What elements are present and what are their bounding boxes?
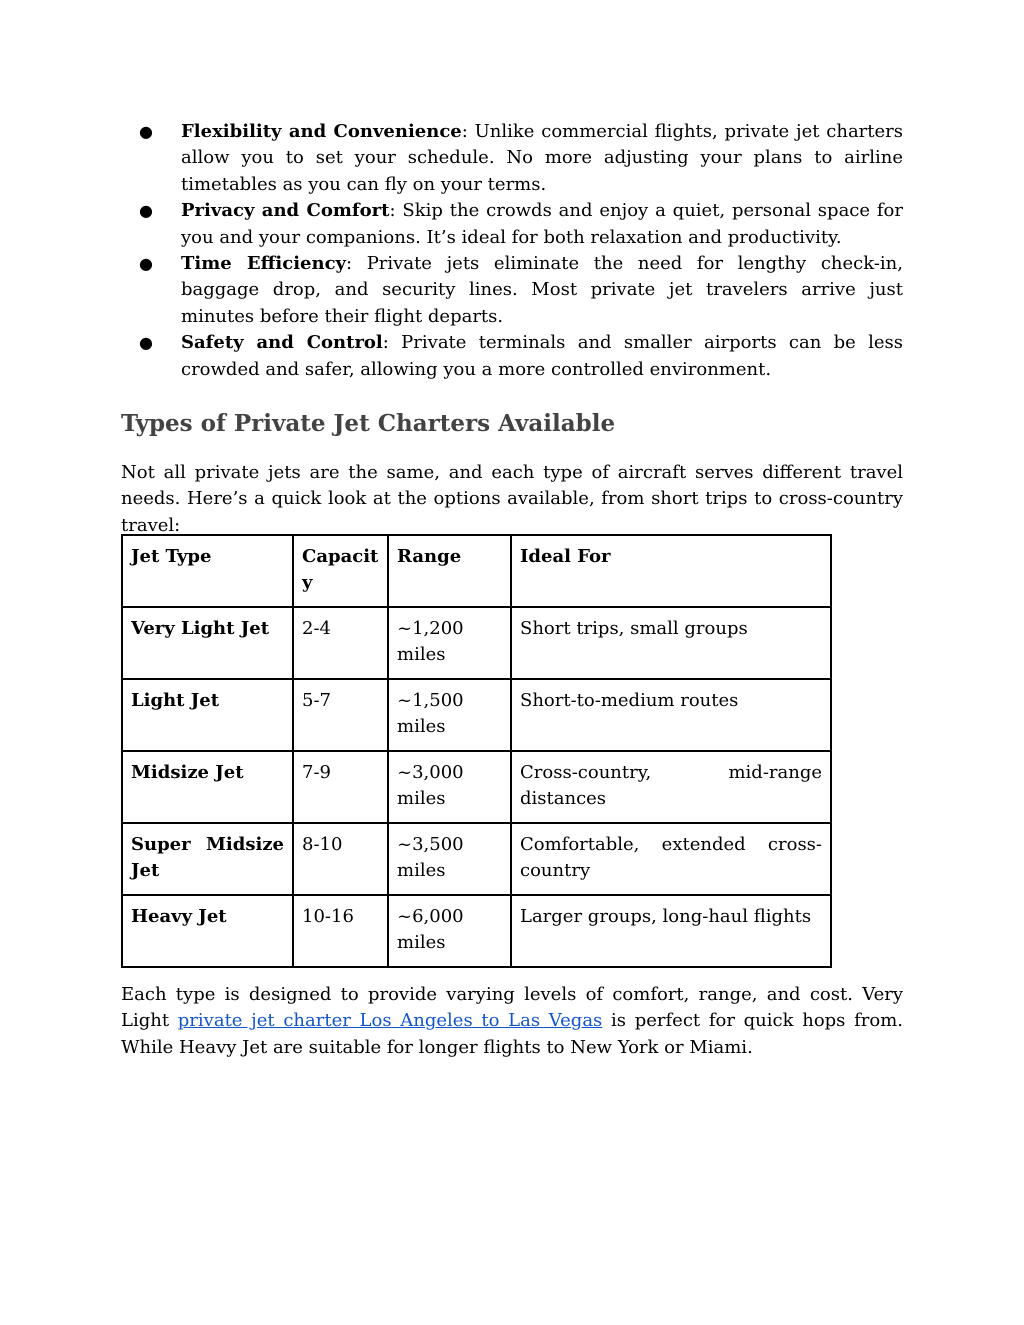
bullet-term: Privacy and Comfort xyxy=(181,200,390,222)
jet-types-table xyxy=(121,534,832,968)
bullet-text: : Unlike commercial flights, private jet charters allow you to set your schedule. No more adjusting your plans to airline timetables as you can fly on your terms. xyxy=(181,121,904,195)
list-item xyxy=(121,251,903,330)
range-cell: ~1,500 miles xyxy=(388,679,511,751)
intro-paragraph: Not all private jets are the same, and each type of aircraft serves different travel needs. Here’s a quick look at the options available, from short trips to cross-country travel: xyxy=(121,462,903,536)
range-cell: ~3,500 miles xyxy=(388,823,511,895)
closing-text-end: is perfect for quick hops from. While Heavy Jet are suitable for longer flights to New York or Miami. xyxy=(121,1010,904,1058)
table-header-row xyxy=(122,535,831,607)
table-row xyxy=(122,679,831,751)
capacity-cell: 2-4 xyxy=(293,607,388,679)
bullet-text: : Skip the crowds and enjoy a quiet, personal space for you and your companions. It’s ideal for both relaxation and productivity. xyxy=(181,200,903,248)
bullet-icon: ● xyxy=(139,122,153,141)
range-cell: ~3,000 miles xyxy=(388,751,511,823)
bullet-term: Time Efficiency xyxy=(181,253,346,275)
ideal-for-cell: Larger groups, long-haul flights xyxy=(511,895,831,967)
bullet-icon: ● xyxy=(139,254,153,274)
benefits-list xyxy=(121,119,903,383)
column-header-range: Range xyxy=(388,535,511,607)
charter-link[interactable]: private jet charter Los Angeles to Las Vegas xyxy=(177,1010,603,1032)
jet-type-cell: Very Light Jet xyxy=(122,607,293,679)
ideal-for-cell: Short-to-medium routes xyxy=(511,679,831,751)
section-heading: Types of Private Jet Charters Available xyxy=(121,410,616,437)
bullet-text: : Private terminals and smaller airports can be less crowded and safer, allowing you a more controlled environment. xyxy=(181,332,903,380)
table-row xyxy=(122,607,831,679)
ideal-for-cell: Short trips, small groups xyxy=(511,607,831,679)
table-row xyxy=(122,895,831,967)
range-cell: ~6,000 miles xyxy=(388,895,511,967)
bullet-term: Safety and Control xyxy=(181,332,383,354)
ideal-for-cell: Cross-country, mid-range distances xyxy=(511,751,831,823)
bullet-icon: ● xyxy=(139,201,153,221)
bullet-icon: ● xyxy=(139,333,153,353)
column-header-capacity: Capacity xyxy=(293,535,388,607)
jet-type-cell: Super Midsize Jet xyxy=(122,823,293,895)
closing-text-start: Each type is designed to provide varying levels of comfort, range, and cost. Very Light xyxy=(121,984,903,1032)
column-header-ideal-for: Ideal For xyxy=(511,535,831,607)
capacity-cell: 10-16 xyxy=(293,895,388,967)
range-cell: ~1,200 miles xyxy=(388,607,511,679)
list-item xyxy=(121,119,903,198)
capacity-cell: 8-10 xyxy=(293,823,388,895)
bullet-term: Flexibility and Convenience xyxy=(181,121,462,142)
jet-type-cell: Midsize Jet xyxy=(122,751,293,823)
bullet-text: : Private jets eliminate the need for lengthy check-in, baggage drop, and security lines. Most private jet travelers arrive just minutes before their flight departs. xyxy=(181,253,903,327)
jet-type-cell: Heavy Jet xyxy=(122,895,293,967)
ideal-for-cell: Comfortable, extended cross-country xyxy=(511,823,831,895)
table-row xyxy=(122,751,831,823)
table-row xyxy=(122,823,831,895)
list-item xyxy=(121,330,903,383)
jet-type-cell: Light Jet xyxy=(122,679,293,751)
capacity-cell: 5-7 xyxy=(293,679,388,751)
capacity-cell: 7-9 xyxy=(293,751,388,823)
closing-paragraph xyxy=(121,982,903,1061)
list-item xyxy=(121,198,903,251)
column-header-jet-type: Jet Type xyxy=(122,535,293,607)
